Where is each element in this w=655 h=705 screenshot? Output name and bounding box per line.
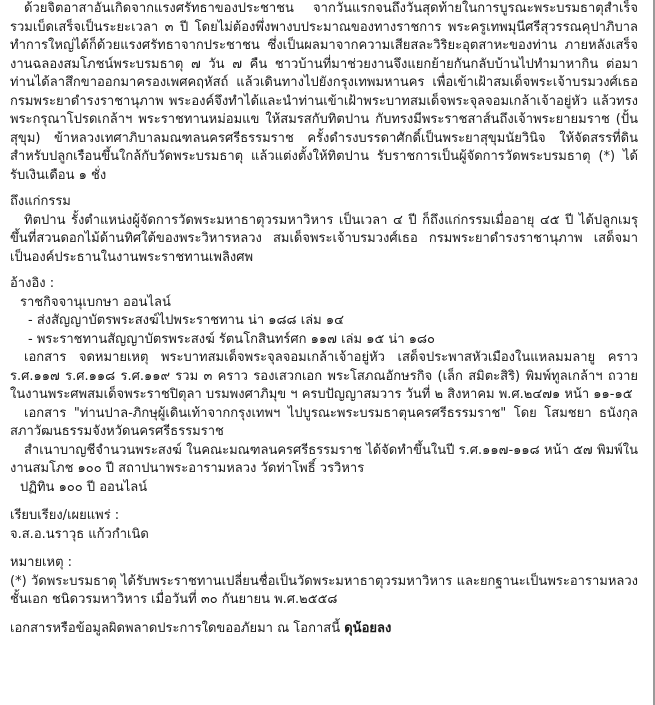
reference-item: ราชกิจจานุเบกษา ออนไลน์	[20, 294, 171, 310]
article-content	[10, 0, 638, 638]
death-paragraph: ทิตปาน รั้งตำแหน่งผู้จัดการวัดพระมหาธาตุวรมหาวิหาร เป็นเวลา ๔ ปี ก็ถึงแก่กรรมเมื่ออายุ ๔๕ ปี ได้ปลูกเมรุขึ้นที่สวนดอกไม้ด้านทิศใต้ของพระวิหารหลวง สมเด็จพระเจ้าบรมวงศ์เธอ กรมพระยาดำรงราชานุภาพ เสด็จมาเป็นองค์ประธานในงานพระราชทานเพลิงศพ	[10, 212, 638, 265]
note-text: (*) วัดพระบรมธาตุ ได้รับพระราชทานเปลี่ยนชื่อเป็นวัดพระมหาธาตุวรมหาวิหาร และยกฐานะเป็นพระอารามหลวง ชั้นเอก ชนิดวรมหาวิหาร เมื่อวันที่ ๓๐ กันยายน พ.ศ.๒๕๕๘	[10, 573, 638, 607]
reference-item: สำเนาบาญชีจำนวนพระสงฆ์ ในคณะมณฑลนครศรีธรรมราช ได้จัดทำขึ้นในปี ร.ศ.๑๑๗-๑๑๘ หน้า ๕๗ พิมพ์ในงานสมโภช ๑๐๐ ปี สถาปนาพระอารามหลวง วัดท่าโพธิ์ วรวิหาร	[10, 442, 638, 476]
closing-line	[10, 620, 638, 639]
compiled-heading: เรียบเรียง/เผยแพร่ :	[10, 508, 120, 523]
reference-item: - ส่งสัญญาบัตรพระสงฆ์ไปพระราชทาน น่า ๑๘๘ เล่ม ๑๔	[28, 313, 344, 328]
biography-paragraph: ด้วยจิตอาสาอันเกิดจากแรงศรัทธาของประชาชน จากวันแรกจนถึงวันสุดท้ายในการบูรณะพระบรมธาตุสำเร็จ รวมเบ็ดเสร็จเป็นระยะเวลา ๓ ปี โดยไม่ต้องพึ่งพางบประมาณของทางราชการ พระครูเทพมุนีศรีสุวรรณคุปาภิบาล ทำการใหญ่ได้ก็ด้วยแรงศรัทธาจากประชาชน ซึ่งเป็นผลมาจากความเสียสละวิริยะอุตสาหะของท่าน ภายหลังเสร็จงานฉลองสมโภชน์พระบรมธาตุ ๗ วัน ๗ คืน ชาวบ้านที่มาช่วยงานจึงแยกย้ายกันกลับบ้านไปทำมาหากิน ต่อมาท่านได้ลาสึกขาออกมาครองเพศคฤหัสถ์ แล้วเดินทางไปยังกรุงเทพมหานคร เพื่อเข้าเฝ้าสมเด็จพระเจ้าบรมวงศ์เธอ กรมพระยาดำรงราชานุภาพ พระองค์จึงทำได้และนำท่านเข้าเฝ้าพระบาทสมเด็จพระจุลจอมเกล้าเจ้าอยู่หัว แล้วทรงพระกรุณาโปรดเกล้าฯ พระราชทานหม่อมแข ให้สมรสกับทิตปาน กับทรงมีพระราชสาส์นถึงเจ้าพระยายมราช (ปั้น สุขุม) ข้าหลวงเทศาภิบาลมณฑลนครศรีธรรมราช ครั้งดำรงบรรดาศักดิ์เป็นพระยาสุขุมนัยวินิจ ให้จัดสรรที่ดินสำหรับปลูกเรือนขึ้นใกล้กับวัดพระบรมธาตุ แล้วแต่งตั้งให้ทิตปาน รับราชการเป็นผู้จัดการวัดพระบรมธาตุ (*) ได้รับเงินเดือน ๑ ชั่ง	[10, 1, 638, 183]
closing-signature: ดุน้อยลง	[344, 620, 392, 636]
compiler-name: จ.ส.อ.นราวุธ แก้วกำเนิด	[10, 526, 149, 542]
note-heading: หมายเหตุ :	[10, 555, 73, 570]
reference-item: เอกสาร จดหมายเหตุ พระบาทสมเด็จพระจุลจอมเกล้าเจ้าอยู่หัว เสด็จประพาสหัวเมืองในแหลมมลายู คราว ร.ศ.๑๑๗ ร.ศ.๑๑๘ ร.ศ.๑๑๙ รวม ๓ คราว รองเสวกเอก พระโสภณอักษรกิจ (เล็ก สมิตะสิริ) พิมพ์ทูลเกล้าฯ ถวาย ในงานพระศพสมเด็จพระราชปิตุลา บรมพงศาภิมุข ฯ ครบปัญญาสมวาร วันที่ ๒ สิงหาคม พ.ศ.๒๔๗๑ หน้า ๑๑-๑๕	[10, 350, 638, 402]
closing-text: เอกสารหรือข้อมูลผิดพลาดประการใดขออภัยมา ณ โอกาสนี้	[10, 620, 341, 636]
references-heading: อ้างอิง :	[10, 276, 55, 291]
death-heading: ถึงแก่กรรม	[10, 194, 71, 209]
reference-item: - พระราชทานสัญญาบัตรพระสงฆ์ รัตนโกสินทร์ศก ๑๑๗ เล่ม ๑๕ น่า ๑๘๐	[28, 331, 435, 347]
reference-item: ปฏิทิน ๑๐๐ ปี ออนไลน์	[20, 479, 148, 495]
reference-item: เอกสาร "ท่านปาล-ภิกษุผู้เดินเท้าจากกรุงเทพฯ ไปบูรณะพระบรมธาตุนครศรีธรรมราช" โดย โสมชยา ธนังกุล สภาวัฒนธรรมจังหวัดนครศรีธรรมราช	[10, 405, 638, 439]
